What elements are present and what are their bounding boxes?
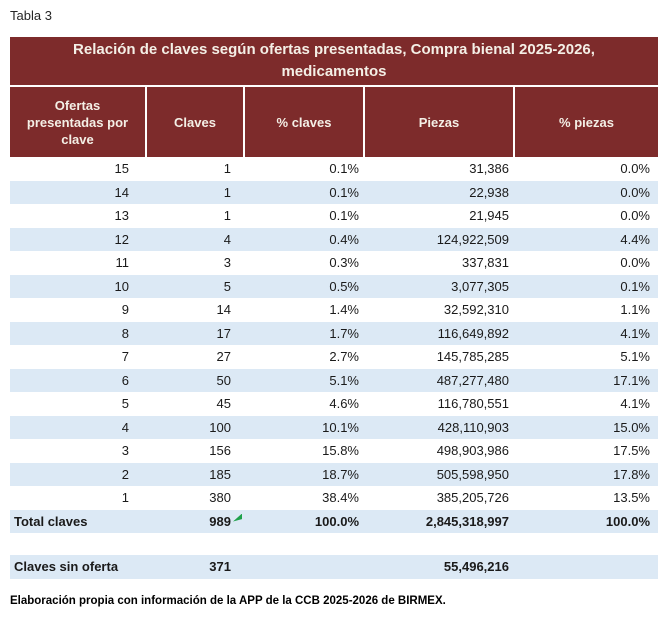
spacer (10, 533, 658, 555)
cell-claves: 17 (216, 325, 231, 341)
cell-piezas: 22,938 (469, 184, 509, 200)
table-row (10, 298, 658, 322)
cell-pct-claves: 0.4% (329, 231, 359, 247)
cell-ofertas: 7 (121, 349, 129, 364)
cell-claves: 1 (223, 208, 231, 223)
cell-pct-claves: 0.1% (329, 208, 359, 223)
table-header-row (10, 85, 658, 157)
column-header-ofertas: Ofertas presentadas por clave (26, 97, 129, 147)
cell-piezas: 385,205,726 (436, 490, 509, 505)
cell-piezas: 116,780,551 (437, 396, 509, 411)
cell-pct-claves: 4.6% (329, 396, 359, 411)
cell-pct-piezas: 0.0% (620, 184, 650, 200)
cell-pct-piezas: 17.8% (613, 466, 650, 482)
no-offer-label: Claves sin oferta (14, 559, 119, 574)
cell-pct-piezas: 4.1% (620, 396, 650, 411)
cell-piezas: 498,903,986 (436, 443, 509, 458)
table-row (10, 157, 658, 181)
cell-piezas: 428,110,903 (437, 419, 509, 435)
cell-claves: 5 (223, 278, 231, 294)
cell-pct-piezas: 15.0% (613, 419, 650, 435)
table-row (10, 416, 658, 440)
cell-pct-piezas: 4.4% (620, 231, 650, 247)
table-row (10, 228, 658, 252)
table-row (10, 345, 658, 369)
cell-ofertas: 11 (115, 255, 129, 270)
cell-pct-piezas: 0.1% (620, 278, 650, 294)
total-row-label: Total claves (14, 513, 88, 529)
data-table (10, 37, 658, 579)
cell-pct-piezas: 5.1% (620, 349, 650, 364)
cell-piezas: 116,649,892 (437, 325, 509, 341)
no-offer-row (10, 555, 658, 579)
cell-pct-claves: 0.1% (329, 184, 359, 200)
source-note: Elaboración propia con información de la APP de la CCB 2025-2026 de BIRMEX. (10, 595, 446, 607)
cell-claves: 185 (209, 466, 231, 482)
no-offer-empty-cell (243, 555, 363, 579)
cell-ofertas: 4 (121, 419, 129, 435)
cell-pct-claves: 18.7% (322, 466, 359, 482)
table-title-line1: Relación de claves según ofertas presentadas, Compra bienal 2025-2026, (73, 41, 595, 58)
cell-pct-claves: 10.1% (322, 419, 359, 435)
total-pct-piezas-cell: 100.0% (605, 513, 650, 529)
table-row (10, 322, 658, 346)
total-row (10, 510, 658, 534)
cell-ofertas: 13 (114, 208, 129, 223)
column-header-pct-claves: % claves (243, 87, 363, 157)
cell-pct-claves: 1.4% (329, 302, 359, 317)
table-title (10, 37, 658, 85)
table-row (10, 463, 658, 487)
total-claves-value: 989 (209, 513, 231, 529)
cell-piezas: 32,592,310 (443, 302, 509, 317)
cell-pct-claves: 1.7% (329, 325, 359, 341)
green-flag-icon (233, 514, 242, 522)
cell-pct-claves: 38.4% (322, 490, 359, 505)
cell-piezas: 337,831 (462, 255, 509, 270)
cell-ofertas: 9 (121, 302, 129, 317)
cell-pct-claves: 5.1% (329, 372, 359, 388)
cell-pct-claves: 2.7% (329, 349, 359, 364)
no-offer-empty-cell (513, 555, 658, 579)
cell-ofertas: 5 (121, 396, 129, 411)
cell-claves: 380 (209, 490, 231, 505)
cell-pct-claves: 15.8% (322, 443, 359, 458)
cell-claves: 100 (209, 419, 231, 435)
cell-pct-piezas: 0.0% (620, 161, 650, 176)
cell-pct-piezas: 4.1% (620, 325, 650, 341)
cell-ofertas: 1 (121, 490, 129, 505)
no-offer-claves-cell: 371 (209, 559, 231, 574)
table-row (10, 251, 658, 275)
cell-piezas: 31,386 (469, 161, 509, 176)
cell-claves: 45 (216, 396, 231, 411)
cell-pct-piezas: 13.5% (613, 490, 650, 505)
table-title-line2: medicamentos (281, 63, 387, 80)
table-row (10, 275, 658, 299)
table-caption: Tabla 3 (10, 8, 52, 23)
cell-pct-piezas: 17.5% (613, 443, 650, 458)
cell-claves: 27 (216, 349, 231, 364)
cell-piezas: 21,945 (469, 208, 509, 223)
cell-claves: 50 (216, 372, 231, 388)
total-claves-cell (145, 510, 243, 534)
cell-piezas: 3,077,305 (451, 278, 509, 294)
column-header-pct-piezas: % piezas (513, 87, 658, 157)
cell-claves: 156 (209, 443, 231, 458)
cell-pct-piezas: 0.0% (620, 255, 650, 270)
column-header-claves: Claves (145, 87, 243, 157)
total-piezas-cell: 2,845,318,997 (425, 513, 509, 529)
table-row (10, 204, 658, 228)
cell-pct-claves: 0.5% (329, 278, 359, 294)
cell-ofertas: 14 (114, 184, 129, 200)
table-row (10, 486, 658, 510)
column-header-piezas: Piezas (363, 87, 513, 157)
cell-pct-piezas: 1.1% (620, 302, 650, 317)
no-offer-piezas-cell: 55,496,216 (443, 559, 509, 574)
table-row (10, 439, 658, 463)
table-body (10, 157, 658, 510)
cell-ofertas: 6 (121, 372, 129, 388)
cell-pct-claves: 0.3% (329, 255, 359, 270)
table-row (10, 181, 658, 205)
cell-piezas: 124,922,509 (436, 231, 509, 247)
cell-claves: 3 (223, 255, 231, 270)
cell-piezas: 487,277,480 (436, 372, 509, 388)
cell-claves: 4 (223, 231, 231, 247)
total-pct-claves-cell: 100.0% (314, 513, 359, 529)
table-row (10, 369, 658, 393)
cell-ofertas: 3 (121, 443, 129, 458)
table-row (10, 392, 658, 416)
cell-ofertas: 10 (114, 278, 129, 294)
cell-ofertas: 12 (114, 231, 129, 247)
cell-claves: 14 (216, 302, 231, 317)
cell-piezas: 505,598,950 (436, 466, 509, 482)
cell-pct-claves: 0.1% (329, 161, 359, 176)
cell-pct-piezas: 0.0% (620, 208, 650, 223)
cell-ofertas: 8 (121, 325, 129, 341)
cell-piezas: 145,785,285 (436, 349, 509, 364)
cell-ofertas: 2 (121, 466, 129, 482)
cell-claves: 1 (223, 161, 231, 176)
cell-claves: 1 (223, 184, 231, 200)
cell-ofertas: 15 (114, 161, 129, 176)
cell-pct-piezas: 17.1% (613, 372, 650, 388)
